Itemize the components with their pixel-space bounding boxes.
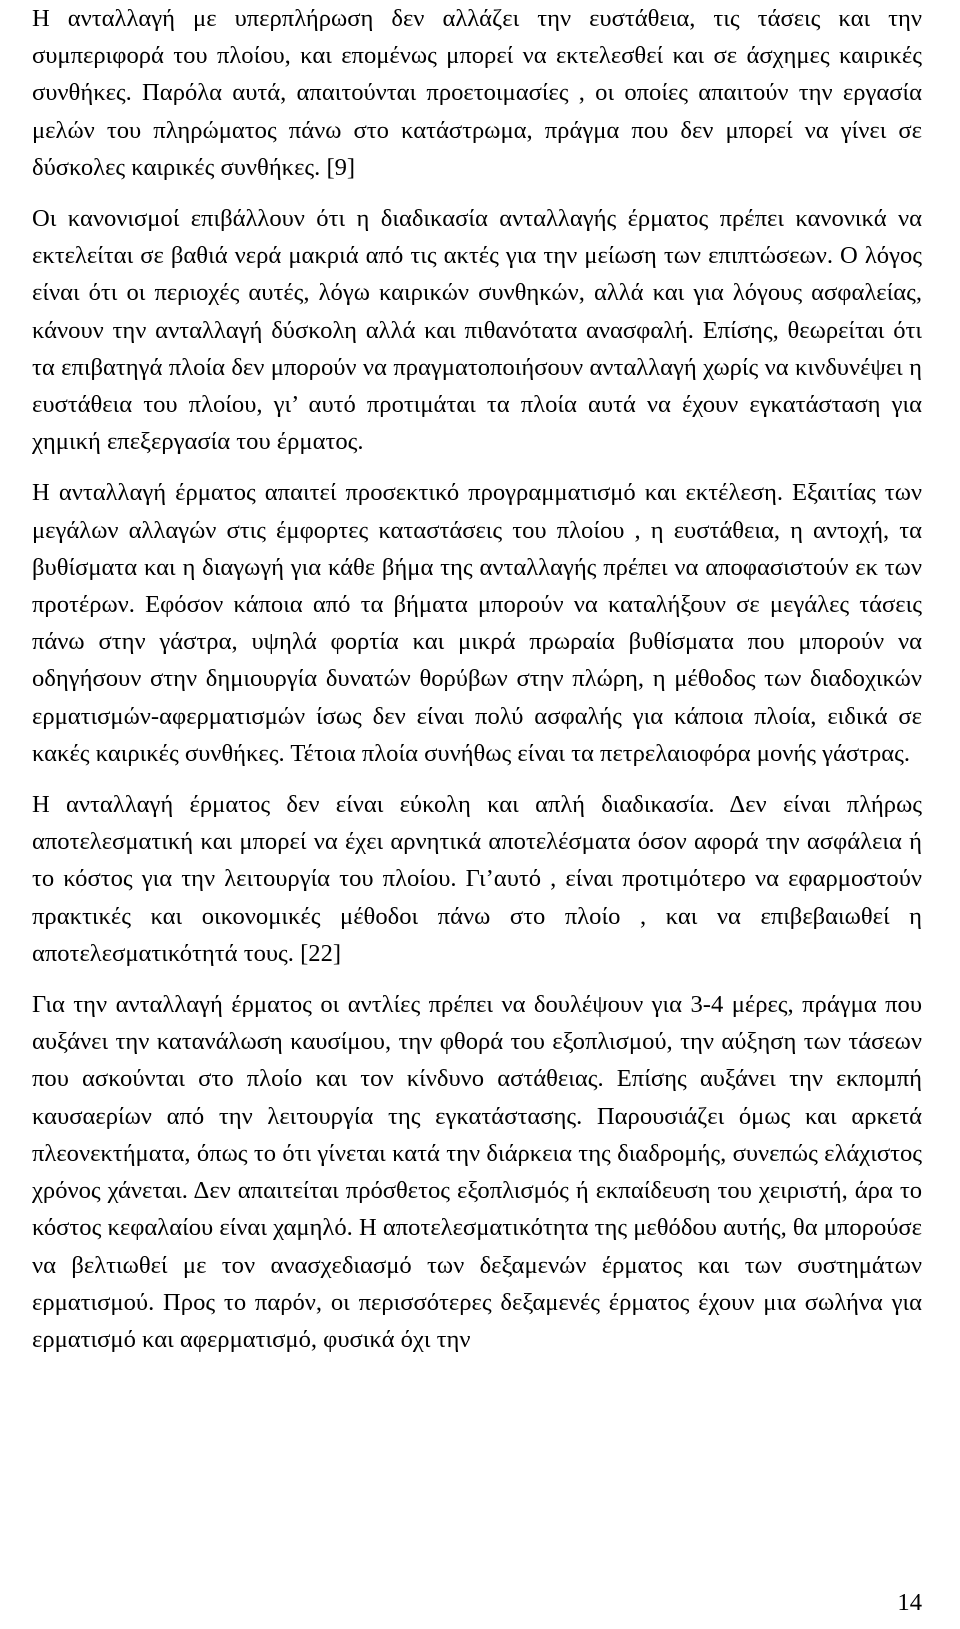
paragraph-exchange-duration: Για την ανταλλαγή έρματος οι αντλίες πρέπει να δουλέψουν για 3-4 μέρες, πράγμα που αυξάνει την κατανάλωση καυσίμου, την φθορά του εξοπλισμού, την αύξηση των τάσεων που ασκούνται στο πλοίο και τον κίνδυνο αστάθειας. Επίσης αυξάνει την εκπομπή καυσαερίων από την λειτουργία της εγκατάστασης. Παρουσιάζει όμως και αρκετά πλεονεκτήματα, όπως το ότι γίνεται κατά την διάρκεια της διαδρομής, συνεπώς ελάχιστος χρόνος χάνεται. Δεν απαιτείται πρόσθετος εξοπλισμός ή εκπαίδευση του χειριστή, άρα το κόστος κεφαλαίου είναι χαμηλό. Η αποτελεσματικότητα της μεθόδου αυτής, θα μπορούσε να βελτιωθεί με τον ανασχεδιασμό των δεξαμενών έρματος και των συστημάτων ερματισμού. Προς το παρόν, οι περισσότερες δεξαμενές έρματος έχουν μια σωλήνα για ερματισμό και αφερματισμό, φυσικά όχι την [32,991,922,1353]
document-body [32,0,922,1358]
page-number: 14 [897,1589,922,1616]
paragraph-ballast-overflow-exchange: Η ανταλλαγή με υπερπλήρωση δεν αλλάζει την ευστάθεια, τις τάσεις και την συμπεριφορά του πλοίου, και επομένως μπορεί να εκτελεσθεί και σε άσχημες καιρικές συνθήκες. Παρόλα αυτά, απαιτούνται προετοιμασίες , οι οποίες απαιτούν την εργασία μελών του πληρώματος πάνω στο κατάστρωμα, πράγμα που δεν μπορεί να γίνει σε δύσκολες καιρικές συνθήκες. [9] [32,5,922,181]
paragraph-exchange-planning: Η ανταλλαγή έρματος απαιτεί προσεκτικό προγραμματισμό και εκτέλεση. Εξαιτίας των μεγάλων αλλαγών στις έμφορτες καταστάσεις του πλοίου , η ευστάθεια, η αντοχή, τα βυθίσματα και η διαγωγή για κάθε βήμα της ανταλλαγής πρέπει να αποφασιστούν εκ των προτέρων. Εφόσον κάποια από τα βήματα μπορούν να καταλήξουν σε μεγάλες τάσεις πάνω στην γάστρα, υψηλά φορτία και μικρά πρωραία βυθίσματα που μπορούν να οδηγήσουν στην δημιουργία δυνατών θορύβων στην πλώρη, η μέθοδος των διαδοχικών ερματισμών-αφερματισμών ίσως δεν είναι πολύ ασφαλής για κάποια πλοία, ειδικά σε κακές καιρικές συνθήκες. Τέτοια πλοία συνήθως είναι τα πετρελαιοφόρα μονής γάστρας. [32,479,922,767]
paragraph-exchange-difficulty: Η ανταλλαγή έρματος δεν είναι εύκολη και απλή διαδικασία. Δεν είναι πλήρως αποτελεσματική και μπορεί να έχει αρνητικά αποτελέσματα όσον αφορά την ασφάλεια ή το κόστος για την λειτουργία του πλοίου. Γι’αυτό , είναι προτιμότερο να εφαρμοστούν πρακτικές και οικονομικές μέθοδοι πάνω στο πλοίο , και να επιβεβαιωθεί η αποτελεσματικότητά τους. [22] [32,791,922,967]
paragraph-exchange-regulations: Οι κανονισμοί επιβάλλουν ότι η διαδικασία ανταλλαγής έρματος πρέπει κανονικά να εκτελείται σε βαθιά νερά μακριά από τις ακτές για την μείωση των επιπτώσεων. Ο λόγος είναι ότι οι περιοχές αυτές, λόγω καιρικών συνθηκών, αλλά και για λόγους ασφαλείας, κάνουν την ανταλλαγή δύσκολη αλλά και πιθανότατα ανασφαλή. Επίσης, θεωρείται ότι τα επιβατηγά πλοία δεν μπορούν να πραγματοποιήσουν ανταλλαγή χωρίς να κινδυνέψει η ευστάθεια του πλοίου, γι’ αυτό προτιμάται τα πλοία αυτά να έχουν εγκατάσταση για χημική επεξεργασία του έρματος. [32,205,922,456]
